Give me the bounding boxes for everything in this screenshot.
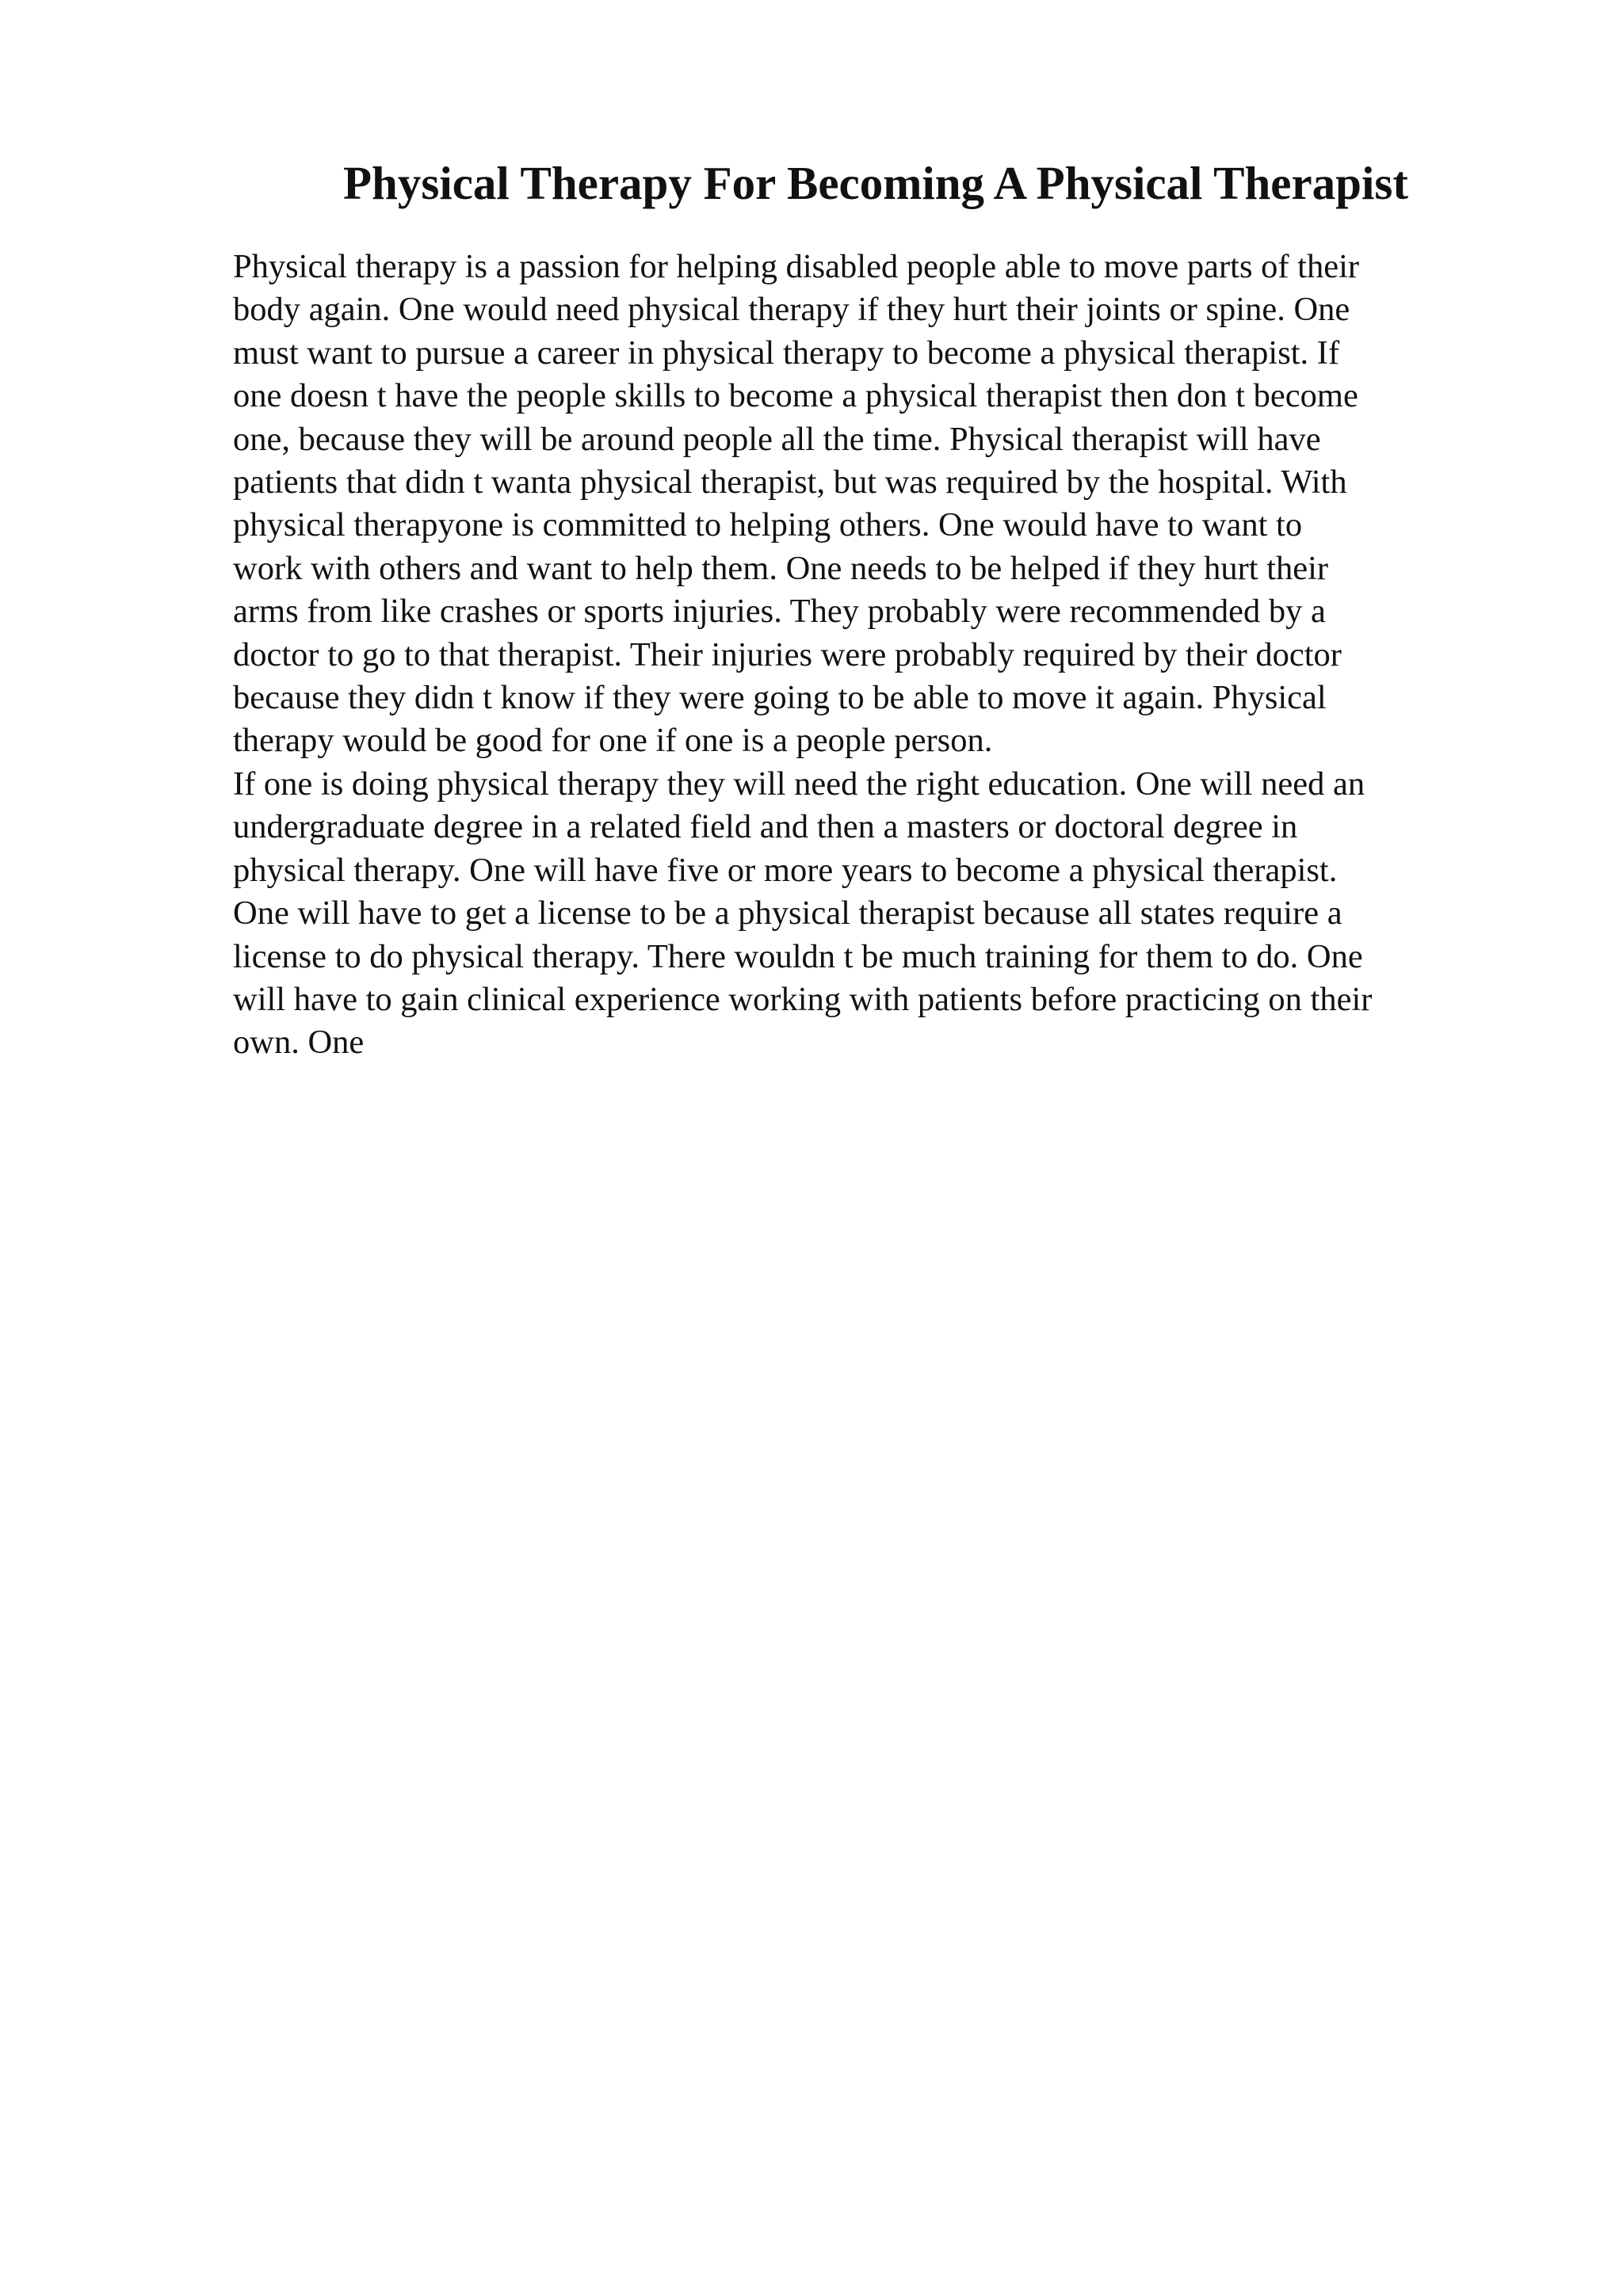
document-body xyxy=(233,246,1501,1065)
body-line: license to do physical therapy. There wouldn t be much training for them to do. One xyxy=(233,937,1363,975)
body-line: physical therapyone is committed to helping others. One would have to want to xyxy=(233,506,1303,544)
body-line: own. One xyxy=(233,1024,365,1062)
body-line: therapy would be good for one if one is a people person. xyxy=(233,722,993,760)
body-line: will have to gain clinical experience working with patients before practicing on their xyxy=(233,980,1373,1018)
body-line: One will have to get a license to be a physical therapist because all states require a xyxy=(233,894,1342,933)
body-line: patients that didn t wanta physical therapist, but was required by the hospital. With xyxy=(233,463,1347,502)
body-line: doctor to go to that therapist. Their injuries were probably required by their doctor xyxy=(233,635,1342,673)
body-line: arms from like crashes or sports injuries. They probably were recommended by a xyxy=(233,593,1326,631)
body-line: If one is doing physical therapy they will need the right education. One will need an xyxy=(233,765,1365,803)
body-line: one, because they will be around people all the time. Physical therapist will have xyxy=(233,420,1321,458)
body-line: work with others and want to help them. One needs to be helped if they hurt their xyxy=(233,549,1329,587)
body-line: physical therapy. One will have five or more years to become a physical therapist. xyxy=(233,851,1338,889)
body-line: Physical therapy is a passion for helping disabled people able to move parts of their xyxy=(233,248,1360,285)
body-line: must want to pursue a career in physical therapy to become a physical therapist. If xyxy=(233,334,1340,372)
body-line: one doesn t have the people skills to become a physical therapist then don t become xyxy=(233,377,1358,415)
body-line: undergraduate degree in a related field and then a masters or doctoral degree in xyxy=(233,808,1298,846)
document-title: Physical Therapy For Becoming A Physical Therapist xyxy=(343,157,1408,209)
body-line: body again. One would need physical therapy if they hurt their joints or spine. One xyxy=(233,291,1350,329)
body-line: because they didn t know if they were going to be able to move it again. Physical xyxy=(233,679,1327,717)
